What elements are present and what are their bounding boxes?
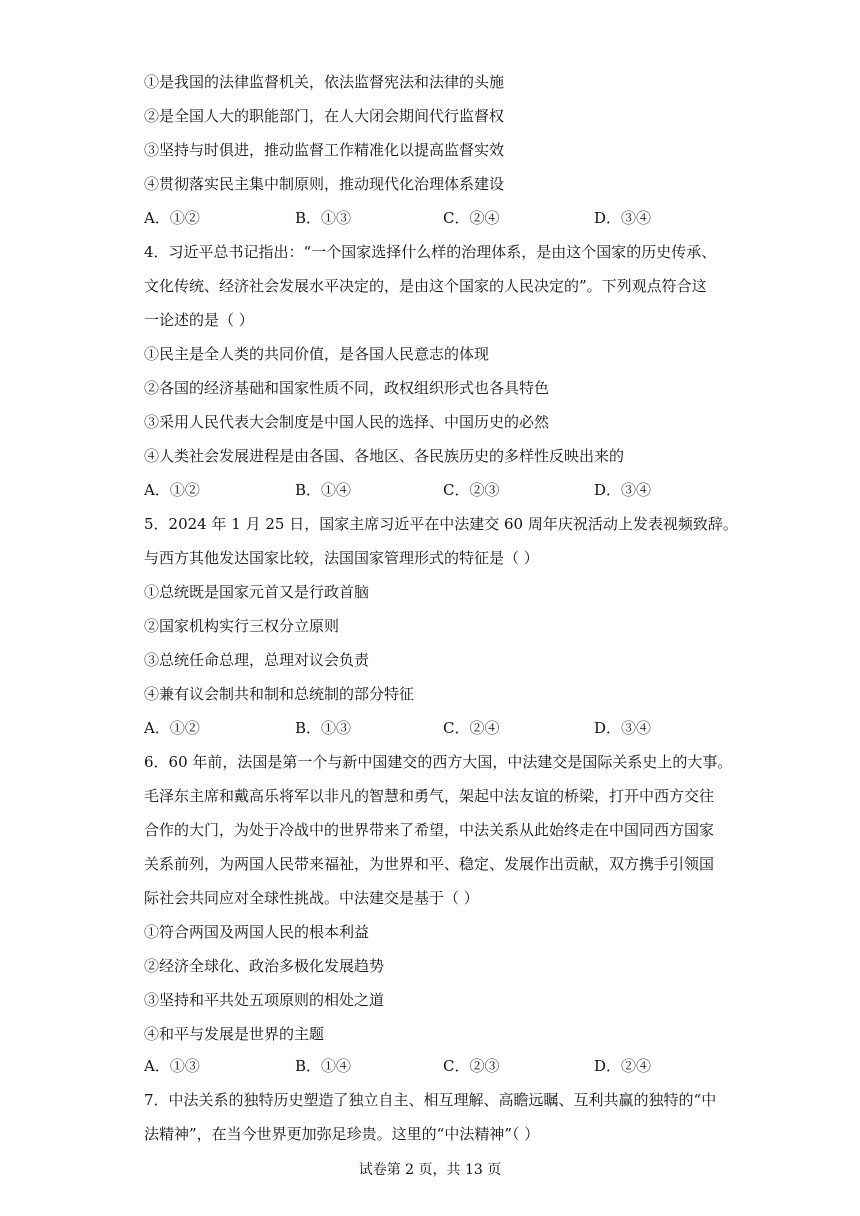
q5-item-2: ②国家机构实行三权分立原则 bbox=[144, 617, 340, 635]
q3-item-3: ③坚持与时俱进，推动监督工作精准化以提高监督实效 bbox=[144, 141, 505, 159]
q3-option-c: C．②④ bbox=[443, 209, 500, 227]
q4-option-d: D．③④ bbox=[594, 481, 652, 499]
q5-option-a: A．①② bbox=[144, 719, 200, 737]
q4-item-4: ④人类社会发展进程是由各国、各地区、各民族历史的多样性反映出来的 bbox=[144, 447, 625, 465]
q3-item-1: ①是我国的法律监督机关，依法监督宪法和法律的头施 bbox=[144, 73, 505, 91]
q6-item-4: ④和平与发展是世界的主题 bbox=[144, 1025, 325, 1043]
q5-option-d: D．③④ bbox=[594, 719, 652, 737]
q4-stem-line-3: 一论述的是（ ） bbox=[144, 311, 254, 329]
q5-item-1: ①总统既是国家元首又是行政首脑 bbox=[144, 583, 370, 601]
q5-stem-line-2: 与西方其他发达国家比较，法国国家管理形式的特征是（ ） bbox=[144, 549, 539, 567]
q4-item-2: ②各国的经济基础和国家性质不同，政权组织形式也各具特色 bbox=[144, 379, 550, 397]
q6-stem-line-3: 合作的大门，为处于冷战中的世界带来了希望，中法关系从此始终走在中国同西方国家 bbox=[144, 821, 715, 839]
q4-stem-line-1: 4．习近平总书记指出：“一个国家选择什么样的治理体系，是由这个国家的历史传承、 bbox=[144, 243, 717, 261]
q6-item-1: ①符合两国及两国人民的根本利益 bbox=[144, 923, 370, 941]
q5-stem-line-1: 5．2024 年 1 月 25 日，国家主席习近平在中法建交 60 周年庆祝活动上发表视频致辞。 bbox=[144, 515, 738, 533]
q4-option-b: B．①④ bbox=[295, 481, 352, 499]
q6-option-a: A．①③ bbox=[144, 1057, 200, 1075]
q3-option-b: B．①③ bbox=[295, 209, 352, 227]
q6-stem-line-2: 毛泽东主席和戴高乐将军以非凡的智慧和勇气，架起中法友谊的桥梁，打开中西方交往 bbox=[144, 787, 715, 805]
q3-item-4: ④贯彻落实民主集中制原则，推动现代化治理体系建设 bbox=[144, 175, 505, 193]
q5-option-c: C．②④ bbox=[443, 719, 500, 737]
q4-item-3: ③采用人民代表大会制度是中国人民的选择、中国历史的必然 bbox=[144, 413, 550, 431]
q6-option-b: B．①④ bbox=[295, 1057, 352, 1075]
page-footer: 试卷第 2 页，共 13 页 bbox=[358, 1162, 502, 1178]
q3-option-a: A．①② bbox=[144, 209, 200, 227]
q6-option-d: D．②④ bbox=[594, 1057, 652, 1075]
q6-item-2: ②经济全球化、政治多极化发展趋势 bbox=[144, 957, 385, 975]
q4-option-a: A．①② bbox=[144, 481, 200, 499]
q3-option-d: D．③④ bbox=[594, 209, 652, 227]
q4-stem-line-2: 文化传统、经济社会发展水平决定的，是由这个国家的人民决定的”。下列观点符合这 bbox=[144, 277, 707, 295]
q4-option-c: C．②③ bbox=[443, 481, 500, 499]
q6-option-c: C．②③ bbox=[443, 1057, 500, 1075]
q6-stem-line-1: 6．60 年前，法国是第一个与新中国建交的西方大国，中法建交是国际关系史上的大事。 bbox=[144, 753, 733, 771]
q6-stem-line-5: 际社会共同应对全球性挑战。中法建交是基于（ ） bbox=[144, 889, 479, 907]
q3-item-2: ②是全国人大的职能部门，在人大闭会期间代行监督权 bbox=[144, 107, 505, 125]
q5-option-b: B．①③ bbox=[295, 719, 352, 737]
q5-item-3: ③总统任命总理，总理对议会负责 bbox=[144, 651, 370, 669]
q5-item-4: ④兼有议会制共和制和总统制的部分特征 bbox=[144, 685, 415, 703]
q4-item-1: ①民主是全人类的共同价值，是各国人民意志的体现 bbox=[144, 345, 490, 363]
q6-item-3: ③坚持和平共处五项原则的相处之道 bbox=[144, 991, 385, 1009]
q6-stem-line-4: 关系前列，为两国人民带来福祉，为世界和平、稳定、发展作出贡献，双方携手引领国 bbox=[144, 855, 715, 873]
q7-stem-line-1: 7．中法关系的独特历史塑造了独立自主、相互理解、高瞻远瞩、互利共赢的独特的“中 bbox=[144, 1091, 717, 1109]
q7-stem-line-2: 法精神”，在当今世界更加弥足珍贵。这里的“中法精神”（ ） bbox=[144, 1125, 540, 1143]
